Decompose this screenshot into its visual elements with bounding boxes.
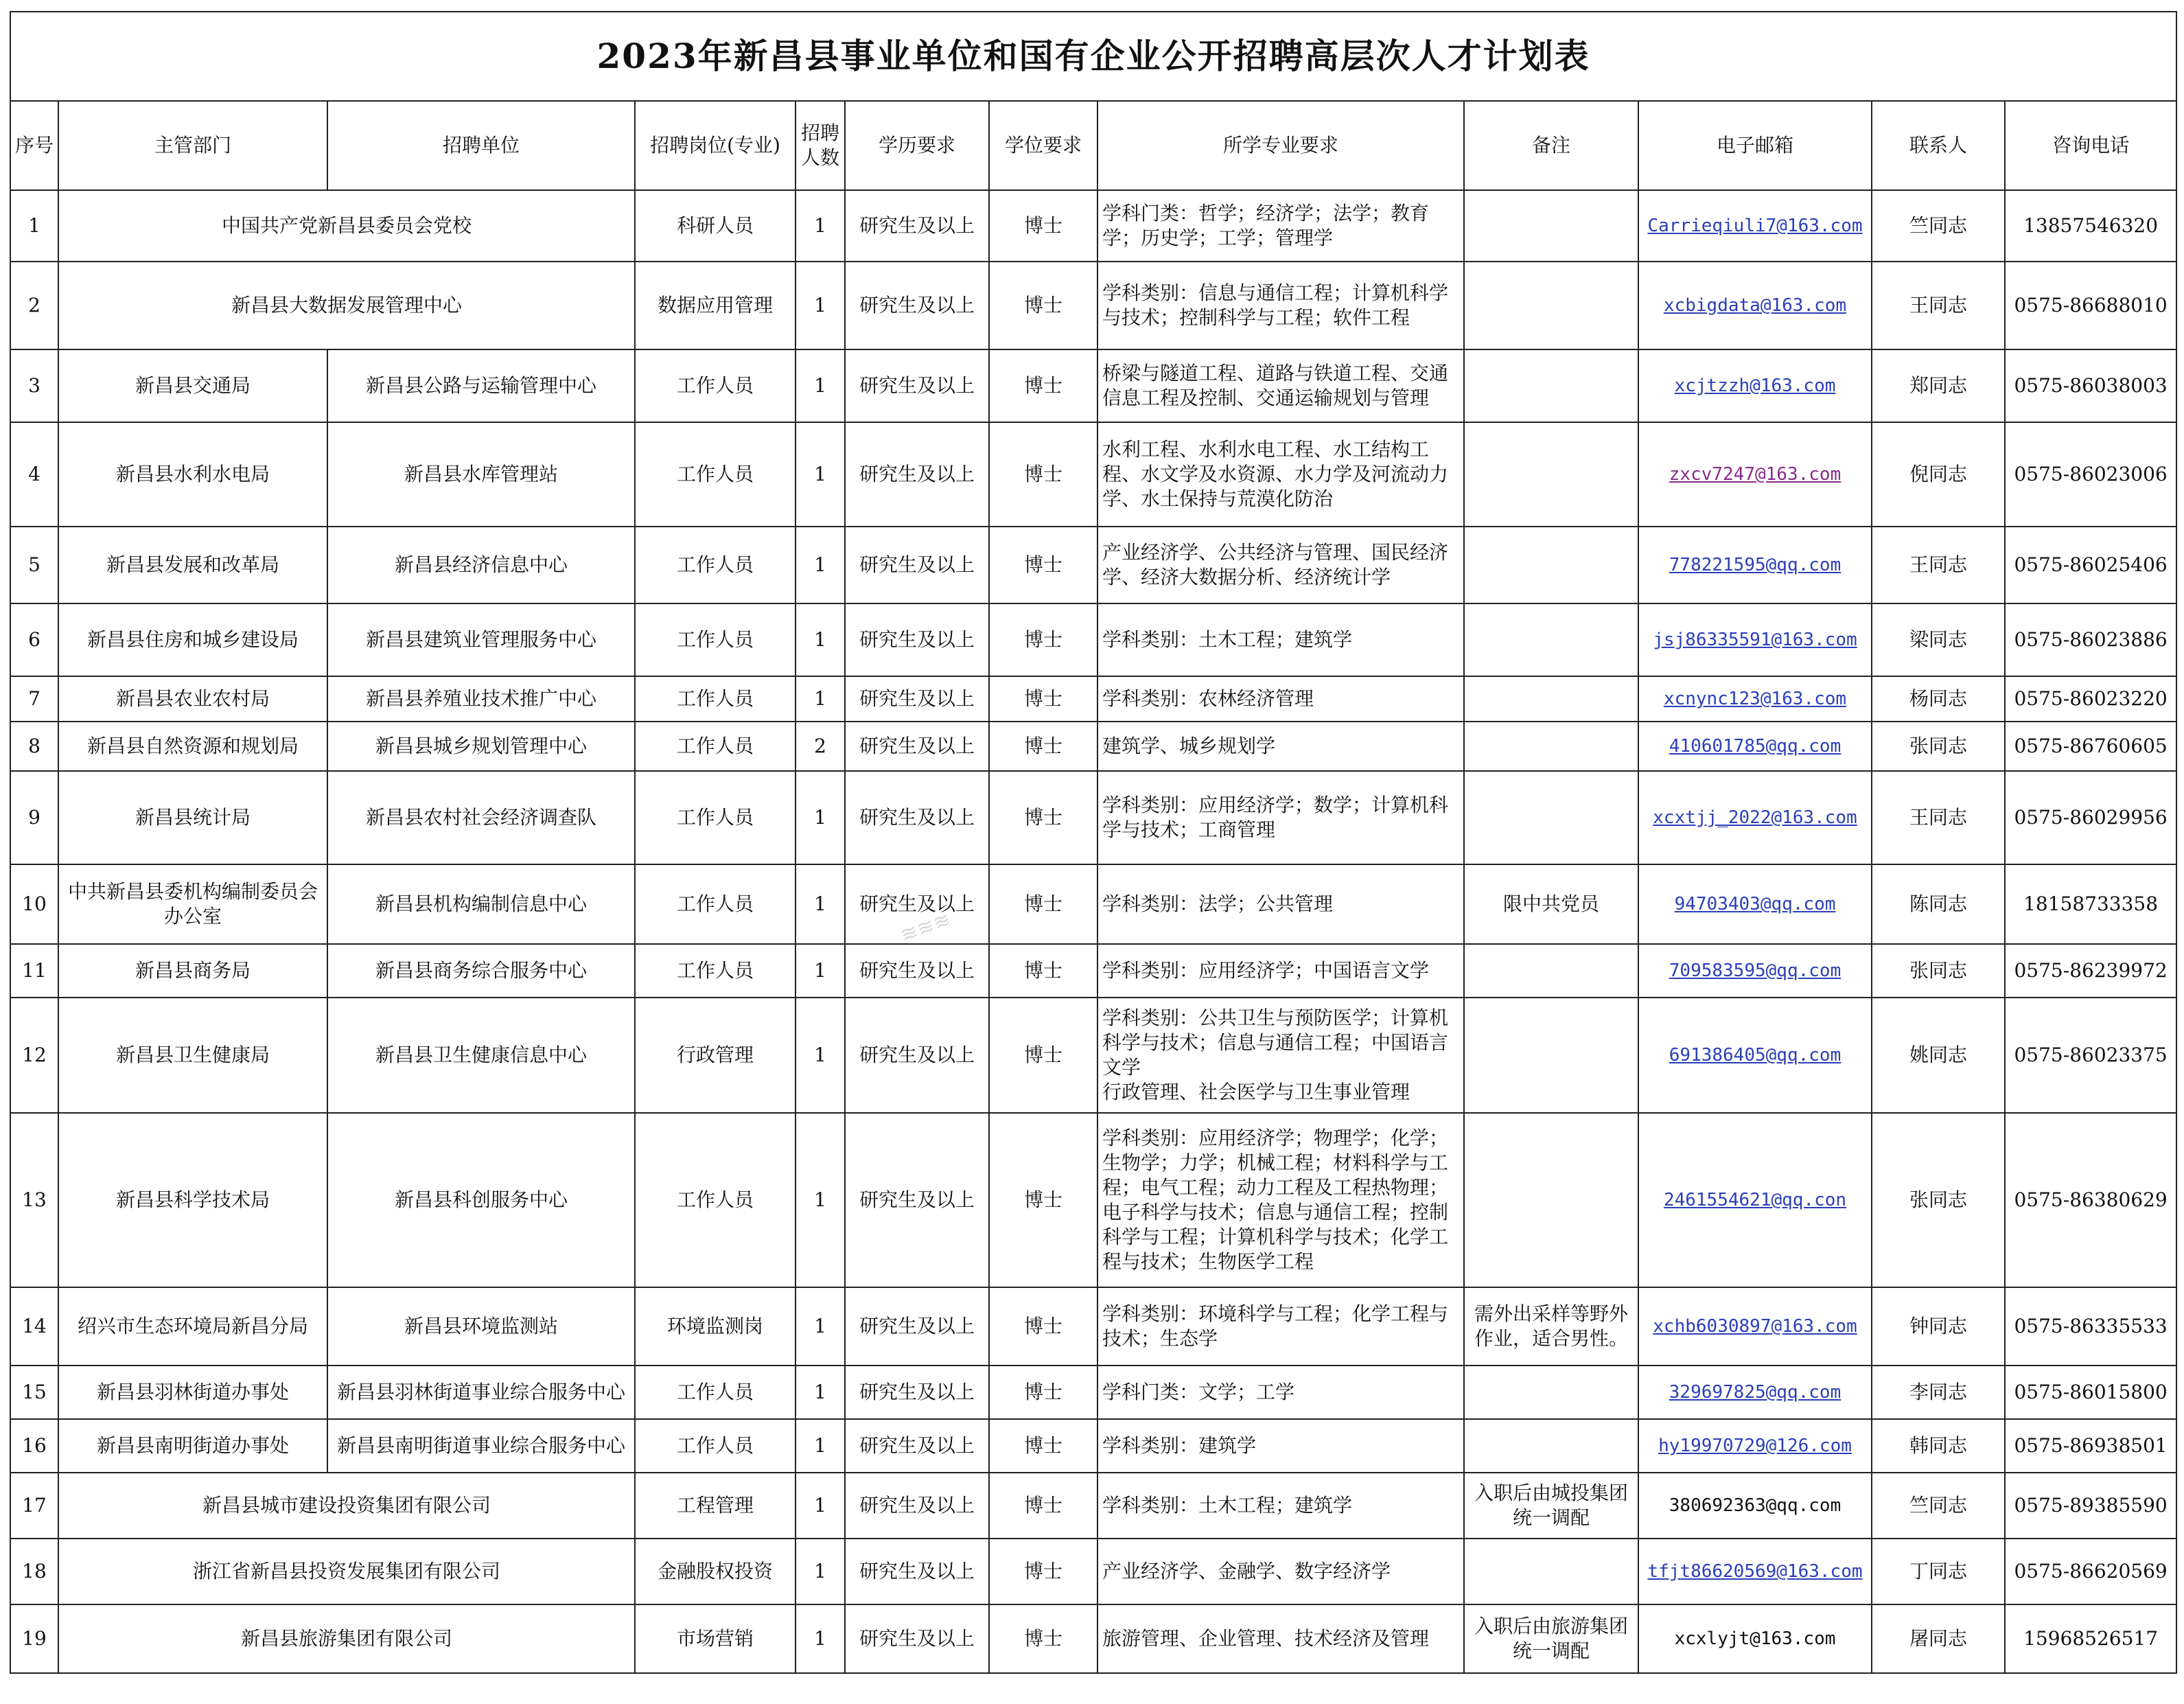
cell-unit: 新昌县环境监测站 xyxy=(327,1287,635,1366)
cell-degree: 博士 xyxy=(989,422,1097,527)
cell-degree: 博士 xyxy=(989,1419,1097,1473)
watermark: ≋≋≋ xyxy=(897,907,955,948)
cell-contact: 张同志 xyxy=(1872,1113,2005,1287)
header-row xyxy=(10,101,2176,190)
cell-count: 1 xyxy=(795,1539,845,1604)
cell-count: 1 xyxy=(795,1113,845,1287)
cell-note: 入职后由城投集团统一调配 xyxy=(1464,1473,1638,1539)
header-note: 备注 xyxy=(1464,101,1638,190)
cell-post: 工作人员 xyxy=(635,722,795,771)
cell-phone: 0575-86239972 xyxy=(2005,944,2176,998)
cell-post: 工作人员 xyxy=(635,771,795,864)
cell-note xyxy=(1464,1539,1638,1604)
table-row xyxy=(10,1287,2176,1366)
table-row xyxy=(10,1113,2176,1287)
email-link: xcxlyjt@163.com xyxy=(1674,1628,1836,1649)
cell-note xyxy=(1464,422,1638,527)
email-link[interactable]: Carrieqiuli7@163.com xyxy=(1647,216,1863,236)
cell-no: 11 xyxy=(10,944,58,998)
cell-dept: 新昌县城市建设投资集团有限公司 xyxy=(58,1473,635,1539)
cell-email xyxy=(1638,1419,1872,1473)
cell-phone: 18158733358 xyxy=(2005,864,2176,944)
cell-phone: 0575-86620569 xyxy=(2005,1539,2176,1604)
cell-phone: 0575-86038003 xyxy=(2005,349,2176,422)
cell-contact: 张同志 xyxy=(1872,722,2005,771)
cell-post: 工程管理 xyxy=(635,1473,795,1539)
cell-dept: 新昌县发展和改革局 xyxy=(58,527,327,603)
cell-no: 15 xyxy=(10,1366,58,1419)
cell-email xyxy=(1638,998,1872,1113)
cell-edu: 研究生及以上 xyxy=(845,349,989,422)
table-row xyxy=(10,190,2176,262)
cell-note xyxy=(1464,527,1638,603)
cell-email xyxy=(1638,422,1872,527)
cell-post: 金融股权投资 xyxy=(635,1539,795,1604)
cell-post: 工作人员 xyxy=(635,1113,795,1287)
table-row xyxy=(10,527,2176,603)
cell-no: 17 xyxy=(10,1473,58,1539)
cell-dept: 绍兴市生态环境局新昌分局 xyxy=(58,1287,327,1366)
cell-note: 需外出采样等野外作业，适合男性。 xyxy=(1464,1287,1638,1366)
cell-email xyxy=(1638,527,1872,603)
cell-email xyxy=(1638,190,1872,262)
email-link[interactable]: zxcv7247@163.com xyxy=(1669,464,1842,485)
cell-edu: 研究生及以上 xyxy=(845,998,989,1113)
cell-post: 工作人员 xyxy=(635,1419,795,1473)
cell-edu: 研究生及以上 xyxy=(845,676,989,722)
cell-major: 学科门类：哲学；经济学；法学；教育学；历史学；工学；管理学 xyxy=(1097,190,1464,262)
cell-edu: 研究生及以上 xyxy=(845,1604,989,1673)
table-row xyxy=(10,1473,2176,1539)
cell-no: 14 xyxy=(10,1287,58,1366)
cell-post: 工作人员 xyxy=(635,864,795,944)
cell-dept: 中共新昌县委机构编制委员会办公室 xyxy=(58,864,327,944)
cell-contact: 郑同志 xyxy=(1872,349,2005,422)
header-edu: 学历要求 xyxy=(845,101,989,190)
cell-unit: 新昌县养殖业技术推广中心 xyxy=(327,676,635,722)
header-email: 电子邮箱 xyxy=(1638,101,1872,190)
cell-major: 学科类别：应用经济学；物理学；化学；生物学；力学；机械工程；材料科学与工程；电气工程；动力工程及工程热物理；电子科学与技术；信息与通信工程；控制科学与工程；计算机科学与技术；化学工程与技术；生物医学工程 xyxy=(1097,1113,1464,1287)
cell-degree: 博士 xyxy=(989,864,1097,944)
cell-contact: 王同志 xyxy=(1872,771,2005,864)
cell-post: 工作人员 xyxy=(635,1366,795,1419)
cell-no: 3 xyxy=(10,349,58,422)
cell-note xyxy=(1464,349,1638,422)
cell-phone: 13857546320 xyxy=(2005,190,2176,262)
cell-major: 学科类别：土木工程；建筑学 xyxy=(1097,603,1464,676)
email-link[interactable]: xcbigdata@163.com xyxy=(1663,295,1847,316)
cell-no: 12 xyxy=(10,998,58,1113)
cell-major: 建筑学、城乡规划学 xyxy=(1097,722,1464,771)
cell-degree: 博士 xyxy=(989,349,1097,422)
cell-post: 工作人员 xyxy=(635,422,795,527)
header-phone: 咨询电话 xyxy=(2005,101,2176,190)
cell-major: 学科门类：文学；工学 xyxy=(1097,1366,1464,1419)
cell-note xyxy=(1464,1419,1638,1473)
table-row xyxy=(10,998,2176,1113)
cell-note: 限中共党员 xyxy=(1464,864,1638,944)
cell-note xyxy=(1464,998,1638,1113)
cell-count: 1 xyxy=(795,944,845,998)
cell-contact: 竺同志 xyxy=(1872,190,2005,262)
table-row xyxy=(10,944,2176,998)
cell-edu: 研究生及以上 xyxy=(845,1473,989,1539)
cell-post: 工作人员 xyxy=(635,603,795,676)
table-row xyxy=(10,349,2176,422)
cell-edu: 研究生及以上 xyxy=(845,1113,989,1287)
cell-count: 1 xyxy=(795,603,845,676)
cell-unit: 新昌县南明街道事业综合服务中心 xyxy=(327,1419,635,1473)
cell-dept: 浙江省新昌县投资发展集团有限公司 xyxy=(58,1539,635,1604)
cell-phone: 0575-86760605 xyxy=(2005,722,2176,771)
cell-unit: 新昌县公路与运输管理中心 xyxy=(327,349,635,422)
email-link[interactable]: 2461554621@qq.con xyxy=(1663,1190,1847,1210)
table-row xyxy=(10,722,2176,771)
cell-edu: 研究生及以上 xyxy=(845,722,989,771)
cell-dept: 中国共产党新昌县委员会党校 xyxy=(58,190,635,262)
cell-contact: 杨同志 xyxy=(1872,676,2005,722)
cell-major: 学科类别：建筑学 xyxy=(1097,1419,1464,1473)
table-row xyxy=(10,771,2176,864)
cell-post: 工作人员 xyxy=(635,676,795,722)
cell-no: 13 xyxy=(10,1113,58,1287)
cell-contact: 陈同志 xyxy=(1872,864,2005,944)
cell-major: 学科类别：法学；公共管理 xyxy=(1097,864,1464,944)
cell-no: 18 xyxy=(10,1539,58,1604)
cell-degree: 博士 xyxy=(989,944,1097,998)
cell-post: 市场营销 xyxy=(635,1604,795,1673)
cell-degree: 博士 xyxy=(989,1287,1097,1366)
cell-email xyxy=(1638,603,1872,676)
email-link[interactable]: jsj86335591@163.com xyxy=(1653,630,1857,650)
cell-count: 1 xyxy=(795,998,845,1113)
cell-phone: 0575-86029956 xyxy=(2005,771,2176,864)
cell-degree: 博士 xyxy=(989,771,1097,864)
cell-no: 7 xyxy=(10,676,58,722)
header-post: 招聘岗位(专业) xyxy=(635,101,795,190)
cell-phone: 0575-89385590 xyxy=(2005,1473,2176,1539)
cell-unit: 新昌县卫生健康信息中心 xyxy=(327,998,635,1113)
cell-contact: 王同志 xyxy=(1872,527,2005,603)
cell-no: 16 xyxy=(10,1419,58,1473)
cell-major: 学科类别：环境科学与工程；化学工程与技术；生态学 xyxy=(1097,1287,1464,1366)
cell-count: 1 xyxy=(795,1604,845,1673)
cell-count: 1 xyxy=(795,771,845,864)
cell-count: 1 xyxy=(795,1366,845,1419)
cell-dept: 新昌县卫生健康局 xyxy=(58,998,327,1113)
cell-email xyxy=(1638,1539,1872,1604)
email-link[interactable]: tfjt86620569@163.com xyxy=(1647,1561,1863,1582)
header-no: 序号 xyxy=(10,101,58,190)
cell-degree: 博士 xyxy=(989,190,1097,262)
cell-unit: 新昌县经济信息中心 xyxy=(327,527,635,603)
cell-post: 行政管理 xyxy=(635,998,795,1113)
cell-major: 产业经济学、金融学、数字经济学 xyxy=(1097,1539,1464,1604)
cell-degree: 博士 xyxy=(989,1604,1097,1673)
email-link[interactable]: hy19970729@126.com xyxy=(1658,1436,1852,1456)
cell-note xyxy=(1464,262,1638,349)
cell-unit: 新昌县水库管理站 xyxy=(327,422,635,527)
cell-post: 工作人员 xyxy=(635,527,795,603)
header-degree: 学位要求 xyxy=(989,101,1097,190)
header-major: 所学专业要求 xyxy=(1097,101,1464,190)
email-link[interactable]: xcxtjj_2022@163.com xyxy=(1653,807,1857,828)
cell-unit: 新昌县建筑业管理服务中心 xyxy=(327,603,635,676)
cell-edu: 研究生及以上 xyxy=(845,771,989,864)
cell-unit: 新昌县农村社会经济调查队 xyxy=(327,771,635,864)
cell-count: 1 xyxy=(795,262,845,349)
cell-no: 8 xyxy=(10,722,58,771)
cell-note xyxy=(1464,722,1638,771)
cell-no: 19 xyxy=(10,1604,58,1673)
cell-post: 工作人员 xyxy=(635,349,795,422)
header-contact: 联系人 xyxy=(1872,101,2005,190)
cell-major: 学科类别：应用经济学；数学；计算机科学与技术；工商管理 xyxy=(1097,771,1464,864)
cell-note xyxy=(1464,771,1638,864)
table-body xyxy=(10,190,2176,1673)
cell-degree: 博士 xyxy=(989,1366,1097,1419)
cell-edu: 研究生及以上 xyxy=(845,1366,989,1419)
cell-unit: 新昌县商务综合服务中心 xyxy=(327,944,635,998)
email-link[interactable]: 691386405@qq.com xyxy=(1669,1045,1842,1066)
cell-phone: 15968526517 xyxy=(2005,1604,2176,1673)
cell-phone: 0575-86025406 xyxy=(2005,527,2176,603)
cell-major: 桥梁与隧道工程、道路与铁道工程、交通信息工程及控制、交通运输规划与管理 xyxy=(1097,349,1464,422)
cell-contact: 王同志 xyxy=(1872,262,2005,349)
email-link[interactable]: 94703403@qq.com xyxy=(1674,894,1836,914)
email-link: 380692363@qq.com xyxy=(1669,1495,1842,1516)
cell-email xyxy=(1638,1366,1872,1419)
cell-contact: 屠同志 xyxy=(1872,1604,2005,1673)
cell-email xyxy=(1638,1473,1872,1539)
recruitment-sheet xyxy=(10,11,2176,1697)
cell-count: 1 xyxy=(795,527,845,603)
cell-email xyxy=(1638,349,1872,422)
cell-note xyxy=(1464,676,1638,722)
cell-dept: 新昌县自然资源和规划局 xyxy=(58,722,327,771)
cell-email xyxy=(1638,1113,1872,1287)
cell-email xyxy=(1638,676,1872,722)
cell-contact: 倪同志 xyxy=(1872,422,2005,527)
table-row xyxy=(10,1604,2176,1673)
cell-contact: 梁同志 xyxy=(1872,603,2005,676)
email-link[interactable]: 778221595@qq.com xyxy=(1669,555,1842,575)
cell-phone: 0575-86023220 xyxy=(2005,676,2176,722)
cell-major: 产业经济学、公共经济与管理、国民经济学、经济大数据分析、经济统计学 xyxy=(1097,527,1464,603)
cell-edu: 研究生及以上 xyxy=(845,944,989,998)
cell-count: 1 xyxy=(795,1287,845,1366)
cell-email xyxy=(1638,771,1872,864)
cell-edu: 研究生及以上 xyxy=(845,1419,989,1473)
cell-post: 数据应用管理 xyxy=(635,262,795,349)
cell-note xyxy=(1464,1113,1638,1287)
cell-email xyxy=(1638,1604,1872,1673)
cell-edu: 研究生及以上 xyxy=(845,422,989,527)
cell-email xyxy=(1638,1287,1872,1366)
cell-major: 学科类别：农林经济管理 xyxy=(1097,676,1464,722)
cell-dept: 新昌县农业农村局 xyxy=(58,676,327,722)
table-row xyxy=(10,1539,2176,1604)
cell-phone: 0575-86023006 xyxy=(2005,422,2176,527)
cell-no: 5 xyxy=(10,527,58,603)
cell-email xyxy=(1638,864,1872,944)
cell-note xyxy=(1464,603,1638,676)
table-row xyxy=(10,1419,2176,1473)
cell-no: 10 xyxy=(10,864,58,944)
cell-note xyxy=(1464,190,1638,262)
cell-dept: 新昌县羽林街道办事处 xyxy=(58,1366,327,1419)
table-row xyxy=(10,262,2176,349)
header-count: 招聘人数 xyxy=(795,101,845,190)
cell-degree: 博士 xyxy=(989,676,1097,722)
cell-degree: 博士 xyxy=(989,527,1097,603)
cell-edu: 研究生及以上 xyxy=(845,603,989,676)
cell-major: 旅游管理、企业管理、技术经济及管理 xyxy=(1097,1604,1464,1673)
table-row xyxy=(10,864,2176,944)
cell-post: 工作人员 xyxy=(635,944,795,998)
cell-dept: 新昌县统计局 xyxy=(58,771,327,864)
table-row xyxy=(10,1366,2176,1419)
cell-major: 学科类别：公共卫生与预防医学；计算机科学与技术；信息与通信工程；中国语言文学 行政管理、社会医学与卫生事业管理 xyxy=(1097,998,1464,1113)
email-link[interactable]: 329697825@qq.com xyxy=(1669,1382,1842,1403)
cell-post: 科研人员 xyxy=(635,190,795,262)
cell-contact: 张同志 xyxy=(1872,944,2005,998)
cell-phone: 0575-86380629 xyxy=(2005,1113,2176,1287)
header-unit: 招聘单位 xyxy=(327,101,635,190)
cell-major: 水利工程、水利水电工程、水工结构工程、水文学及水资源、水力学及河流动力学、水土保持与荒漠化防治 xyxy=(1097,422,1464,527)
cell-edu: 研究生及以上 xyxy=(845,1539,989,1604)
cell-edu: 研究生及以上 xyxy=(845,190,989,262)
email-link[interactable]: xcjtzzh@163.com xyxy=(1674,376,1836,396)
email-link[interactable]: 709583595@qq.com xyxy=(1669,960,1842,981)
cell-count: 1 xyxy=(795,864,845,944)
cell-count: 1 xyxy=(795,1473,845,1539)
cell-count: 1 xyxy=(795,349,845,422)
cell-post: 环境监测岗 xyxy=(635,1287,795,1366)
cell-degree: 博士 xyxy=(989,1113,1097,1287)
cell-note xyxy=(1464,1366,1638,1419)
cell-unit: 新昌县机构编制信息中心 xyxy=(327,864,635,944)
cell-dept: 新昌县水利水电局 xyxy=(58,422,327,527)
table-row xyxy=(10,676,2176,722)
cell-contact: 丁同志 xyxy=(1872,1539,2005,1604)
cell-note: 入职后由旅游集团统一调配 xyxy=(1464,1604,1638,1673)
recruitment-table xyxy=(10,11,2177,1674)
cell-degree: 博士 xyxy=(989,1473,1097,1539)
cell-count: 1 xyxy=(795,676,845,722)
cell-phone: 0575-86023886 xyxy=(2005,603,2176,676)
table-row xyxy=(10,422,2176,527)
cell-dept: 新昌县南明街道办事处 xyxy=(58,1419,327,1473)
cell-degree: 博士 xyxy=(989,722,1097,771)
cell-note xyxy=(1464,944,1638,998)
email-link[interactable]: xcnync123@163.com xyxy=(1663,689,1847,709)
cell-no: 6 xyxy=(10,603,58,676)
cell-no: 1 xyxy=(10,190,58,262)
table-row xyxy=(10,603,2176,676)
cell-count: 1 xyxy=(795,1419,845,1473)
cell-contact: 李同志 xyxy=(1872,1366,2005,1419)
cell-edu: 研究生及以上 xyxy=(845,527,989,603)
cell-contact: 韩同志 xyxy=(1872,1419,2005,1473)
cell-degree: 博士 xyxy=(989,998,1097,1113)
cell-phone: 0575-86688010 xyxy=(2005,262,2176,349)
cell-email xyxy=(1638,944,1872,998)
cell-unit: 新昌县科创服务中心 xyxy=(327,1113,635,1287)
email-link[interactable]: 410601785@qq.com xyxy=(1669,736,1842,757)
cell-email xyxy=(1638,262,1872,349)
cell-no: 9 xyxy=(10,771,58,864)
cell-major: 学科类别：信息与通信工程；计算机科学与技术；控制科学与工程；软件工程 xyxy=(1097,262,1464,349)
header-dept: 主管部门 xyxy=(58,101,327,190)
cell-edu: 研究生及以上 xyxy=(845,1287,989,1366)
cell-dept: 新昌县交通局 xyxy=(58,349,327,422)
cell-degree: 博士 xyxy=(989,1539,1097,1604)
cell-major: 学科类别：应用经济学；中国语言文学 xyxy=(1097,944,1464,998)
cell-dept: 新昌县商务局 xyxy=(58,944,327,998)
cell-phone: 0575-86023375 xyxy=(2005,998,2176,1113)
cell-major: 学科类别：土木工程；建筑学 xyxy=(1097,1473,1464,1539)
cell-unit: 新昌县城乡规划管理中心 xyxy=(327,722,635,771)
cell-count: 1 xyxy=(795,422,845,527)
email-link[interactable]: xchb6030897@163.com xyxy=(1653,1316,1857,1337)
cell-phone: 0575-86015800 xyxy=(2005,1366,2176,1419)
cell-phone: 0575-86938501 xyxy=(2005,1419,2176,1473)
cell-edu: 研究生及以上 xyxy=(845,262,989,349)
cell-degree: 博士 xyxy=(989,603,1097,676)
cell-email xyxy=(1638,722,1872,771)
cell-dept: 新昌县大数据发展管理中心 xyxy=(58,262,635,349)
cell-count: 1 xyxy=(795,190,845,262)
cell-contact: 姚同志 xyxy=(1872,998,2005,1113)
cell-unit: 新昌县羽林街道事业综合服务中心 xyxy=(327,1366,635,1419)
cell-no: 4 xyxy=(10,422,58,527)
cell-count: 2 xyxy=(795,722,845,771)
cell-contact: 钟同志 xyxy=(1872,1287,2005,1366)
cell-contact: 竺同志 xyxy=(1872,1473,2005,1539)
cell-dept: 新昌县旅游集团有限公司 xyxy=(58,1604,635,1673)
page-title: 2023年新昌县事业单位和国有企业公开招聘高层次人才计划表 xyxy=(10,12,2176,101)
cell-phone: 0575-86335533 xyxy=(2005,1287,2176,1366)
cell-dept: 新昌县住房和城乡建设局 xyxy=(58,603,327,676)
cell-edu: 研究生及以上 xyxy=(845,864,989,944)
cell-dept: 新昌县科学技术局 xyxy=(58,1113,327,1287)
cell-no: 2 xyxy=(10,262,58,349)
cell-degree: 博士 xyxy=(989,262,1097,349)
